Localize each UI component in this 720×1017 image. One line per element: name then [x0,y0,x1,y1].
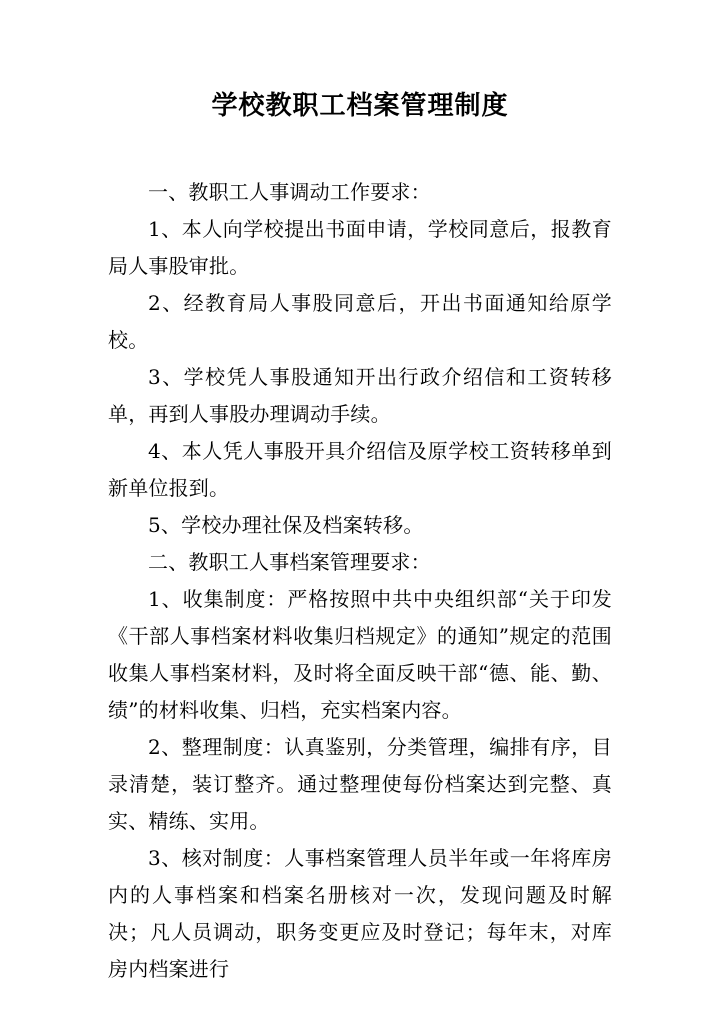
section-heading-transfer: 一、教职工人事调动工作要求： [148,180,431,204]
paragraph-item: 1、本人向学校提出书面申请，学校同意后，报教育局人事股审批。 [108,217,612,278]
paragraph-item: 5、学校办理社保及档案转移。 [148,513,424,537]
section-heading-archives: 二、教职工人事档案管理要求： [148,550,431,574]
paragraph-item: 4、本人凭人事股开具介绍信及原学校工资转移单到新单位报到。 [108,439,612,500]
paragraph-item: 3、核对制度：人事档案管理人员半年或一年将库房内的人事档案和档案名册核对一次，发现问题及时解决；凡人员调动，职务变更应及时登记；每年末，对库房内档案进行 [108,846,612,981]
paragraph-item: 2、整理制度：认真鉴别，分类管理，编排有序，目录清楚，装订整齐。通过整理使每份档案达到完整、真实、精练、实用。 [108,735,612,833]
paragraph-item: 1、收集制度：严格按照中共中央组织部“关于印发《干部人事档案材料收集归档规定》的通知”规定的范围收集人事档案材料，及时将全面反映干部“德、能、勤、绩”的材料收集、归档，充实档案内容。 [108,587,612,722]
document-title: 学校教职工档案管理制度 [211,91,509,121]
paragraph-item: 2、经教育局人事股同意后，开出书面通知给原学校。 [108,291,612,352]
document-body [108,174,612,988]
paragraph-item: 3、学校凭人事股通知开出行政介绍信和工资转移单，再到人事股办理调动手续。 [108,365,612,426]
